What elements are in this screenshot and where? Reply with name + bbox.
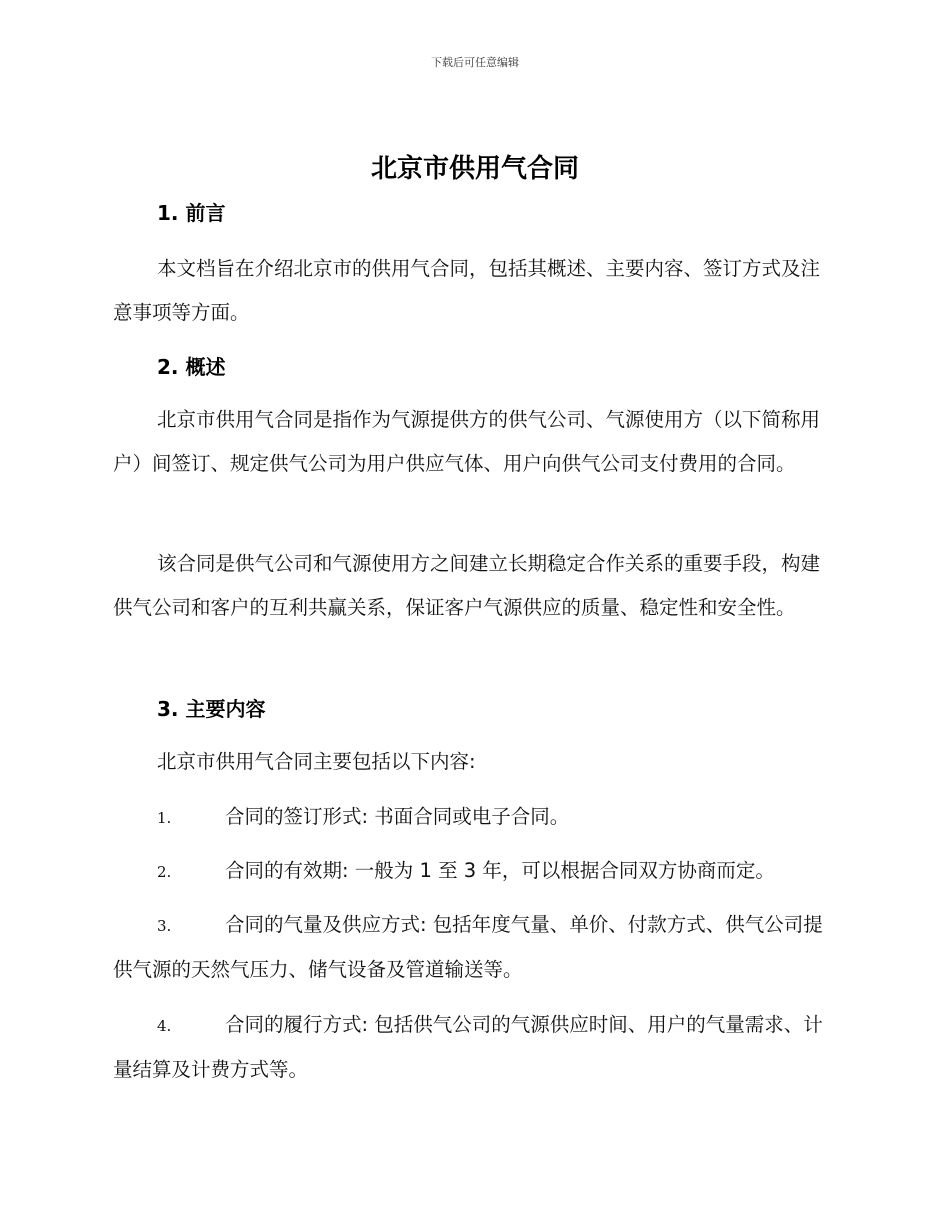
paragraph-overview-2: 该合同是供气公司和气源使用方之间建立长期稳定合作关系的重要手段，构建供气公司和客户的互利共赢关系，保证客户气源供应的质量、稳定性和安全性。: [113, 552, 821, 619]
list-item-number: 1.: [157, 809, 172, 827]
list-item: [113, 1003, 831, 1092]
section-heading-preface: 1. 前言: [157, 201, 226, 225]
document-title: 北京市供用气合同: [370, 154, 579, 184]
list-item-number: 2.: [157, 863, 172, 881]
paragraph-main-content-intro: 北京市供用气合同主要包括以下内容:: [157, 750, 476, 773]
list-item: [113, 903, 831, 992]
section-heading-main-content: 3. 主要内容: [157, 697, 266, 721]
list-item-text: 合同的气量及供应方式: 包括年度气量、单价、付款方式、供气公司提供气源的天然气压力、储气设备及管道输送等。: [113, 913, 823, 981]
list-item-text: 合同的履行方式: 包括供气公司的气源供应时间、用户的气量需求、计量结算及计费方式等。: [113, 1013, 823, 1081]
list-item-number: 3.: [157, 917, 172, 935]
list-item: [113, 849, 831, 894]
paragraph-preface: 本文档旨在介绍北京市的供用气合同，包括其概述、主要内容、签订方式及注意事项等方面。: [113, 257, 821, 324]
paragraph-overview-1: 北京市供用气合同是指作为气源提供方的供气公司、气源使用方（以下简称用户）间签订、规定供气公司为用户供应气体、用户向供气公司支付费用的合同。: [113, 408, 821, 475]
header-note: 下载后可任意编辑: [431, 56, 519, 69]
list-item-number: 4.: [157, 1017, 172, 1035]
list-item: [113, 795, 831, 840]
list-item-text: 合同的有效期: 一般为 1 至 3 年，可以根据合同双方协商而定。: [225, 859, 775, 882]
list-item-text: 合同的签订形式: 书面合同或电子合同。: [225, 805, 570, 828]
section-heading-overview: 2. 概述: [157, 355, 226, 379]
